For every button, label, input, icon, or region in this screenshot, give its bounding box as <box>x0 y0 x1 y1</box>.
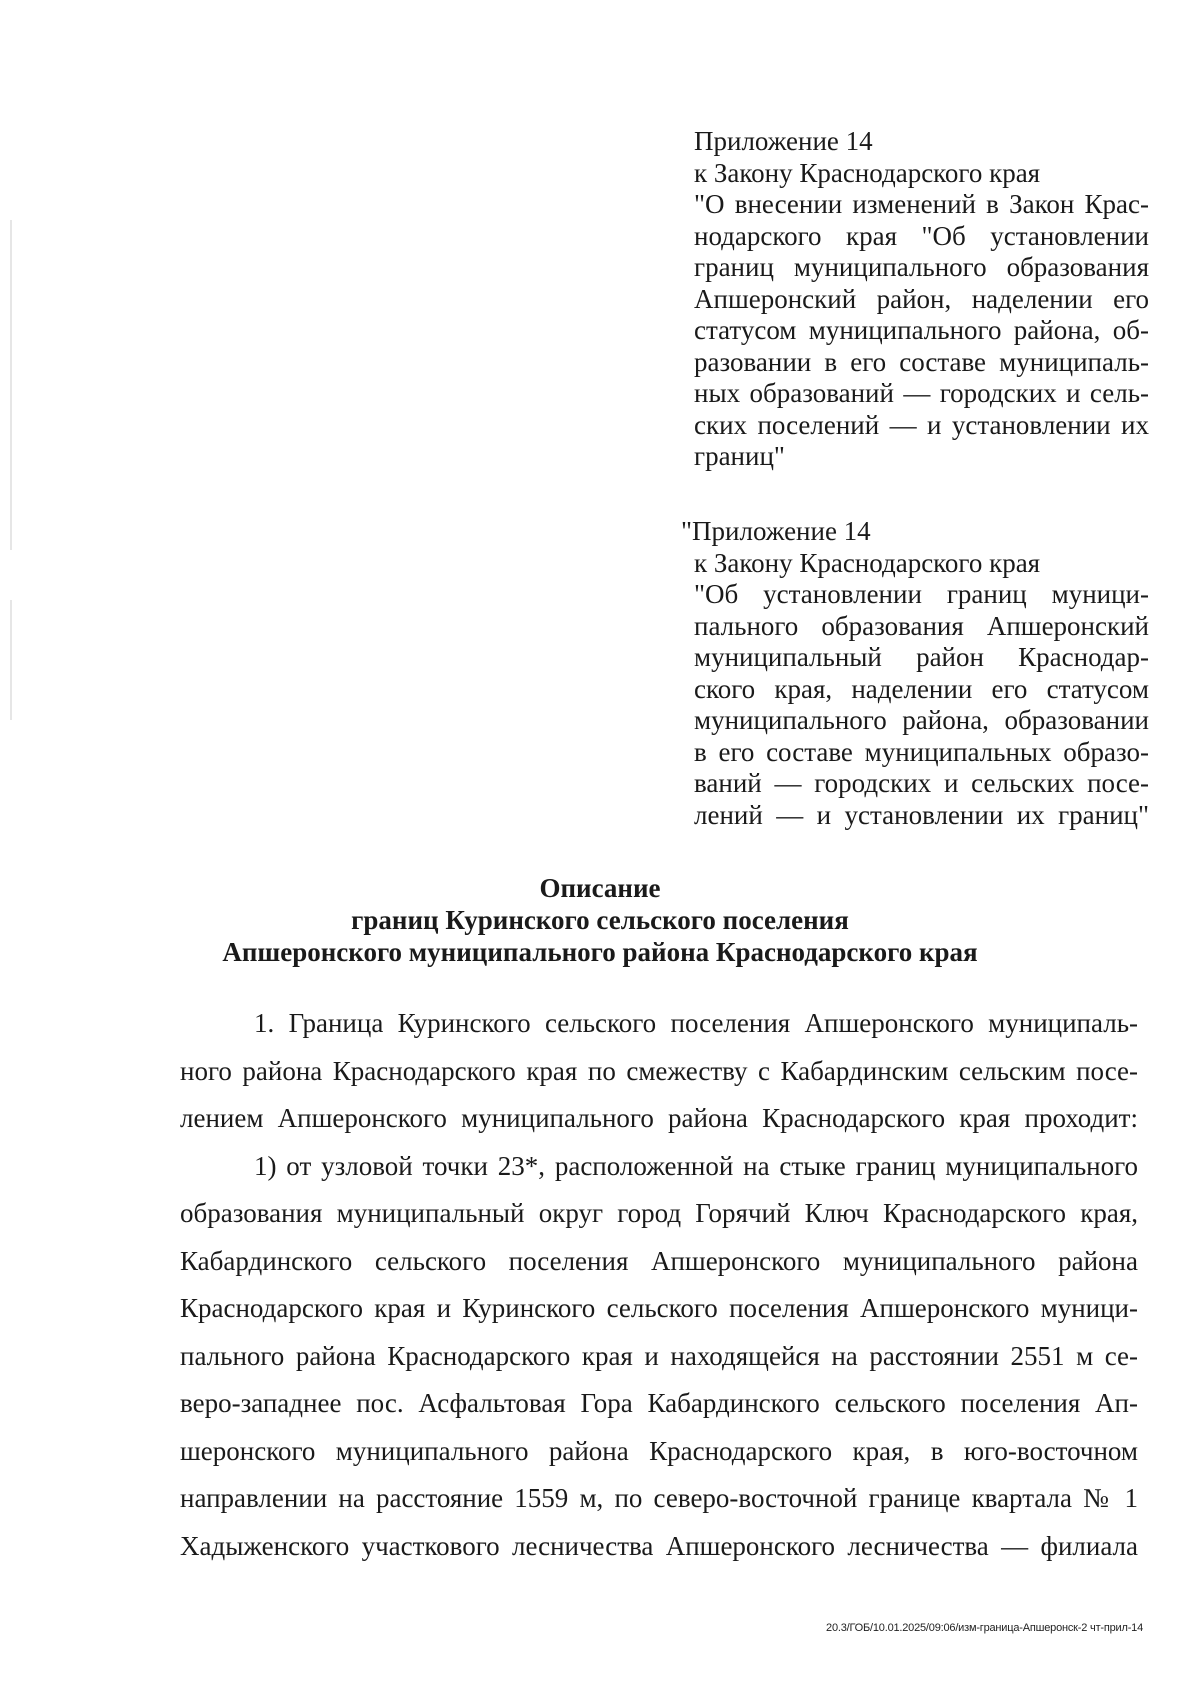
body-line: веро-западнее пос. Асфальтовая Гора Кабардинского сельского поселения Ап- <box>180 1388 1138 1418</box>
appendix-line: к Закону Краснодарского края <box>694 547 1041 578</box>
scan-edge-mark <box>10 220 12 550</box>
title-line: Описание <box>539 873 661 903</box>
appendix-line: "Приложение 14 <box>681 516 871 546</box>
appendix-line: ваний — городских и сельских посе- <box>694 768 1149 798</box>
appendix-line: лений — и установлении их границ" <box>694 799 1149 830</box>
body-line: образования муниципальный округ город Горячий Ключ Краснодарского края, <box>180 1198 1138 1228</box>
appendix-line: ских поселений — и установлении их <box>694 409 1149 440</box>
body-line: Кабардинского сельского поселения Апшеронского муниципального района <box>180 1245 1138 1276</box>
appendix-line: ского края, наделении его статусом <box>694 673 1149 704</box>
appendix-line: муниципальный район Краснодар- <box>694 642 1149 672</box>
title-line: границ Куринского сельского поселения <box>351 905 849 935</box>
appendix-line: ных образований — городских и сель- <box>694 378 1149 408</box>
scan-edge-mark <box>10 600 12 720</box>
appendix-line: разовании в его составе муниципаль- <box>694 346 1149 377</box>
body-line: лением Апшеронского муниципального района Краснодарского края проходит: <box>180 1103 1138 1133</box>
appendix-line: Приложение 14 <box>694 126 873 156</box>
body-line: Хадыженского участкового лесничества Апшеронского лесничества — филиала <box>180 1530 1138 1561</box>
appendix-line: "Об установлении границ муници- <box>694 579 1149 609</box>
body-line: направлении на расстояние 1559 м, по северо-восточной границе квартала № 1 <box>180 1483 1138 1513</box>
body-line: ного района Краснодарского края по смежеству с Кабардинским сельским посе- <box>180 1055 1138 1086</box>
appendix-line: "О внесении изменений в Закон Крас- <box>694 189 1149 219</box>
appendix-line: в его составе муниципальных образо- <box>694 736 1149 767</box>
appendix-line: нодарского края "Об установлении <box>694 220 1149 251</box>
appendix-line: границ муниципального образования <box>694 252 1149 282</box>
body-line: 1) от узловой точки 23*, расположенной на стыке границ муниципального <box>254 1150 1138 1181</box>
appendix-line: пального образования Апшеронский <box>694 610 1149 641</box>
appendix-line: к Закону Краснодарского края <box>694 157 1041 188</box>
body-line: Краснодарского края и Куринского сельского поселения Апшеронского муници- <box>180 1293 1138 1323</box>
document-title <box>150 872 1050 968</box>
appendix-header-current <box>694 126 1149 473</box>
body-line: шеронского муниципального района Краснодарского края, в юго-восточном <box>180 1435 1138 1466</box>
appendix-line: Апшеронский район, наделении его <box>694 283 1149 314</box>
title-line: Апшеронского муниципального района Краснодарского края <box>222 937 978 967</box>
appendix-line: муниципального района, образовании <box>694 705 1149 735</box>
document-body <box>180 1000 1138 1570</box>
appendix-line: статусом муниципального района, об- <box>694 315 1149 345</box>
appendix-header-original <box>681 516 1149 831</box>
appendix-line: границ" <box>694 441 785 471</box>
body-line: 1. Граница Куринского сельского поселения Апшеронского муниципаль- <box>254 1008 1138 1038</box>
document-footer-code: 20.3/ГОБ/10.01.2025/09:06/изм-граница-Апшеронск-2 чт-прил-14 <box>826 1622 1143 1634</box>
body-line: пального района Краснодарского края и находящейся на расстоянии 2551 м се- <box>180 1340 1138 1371</box>
